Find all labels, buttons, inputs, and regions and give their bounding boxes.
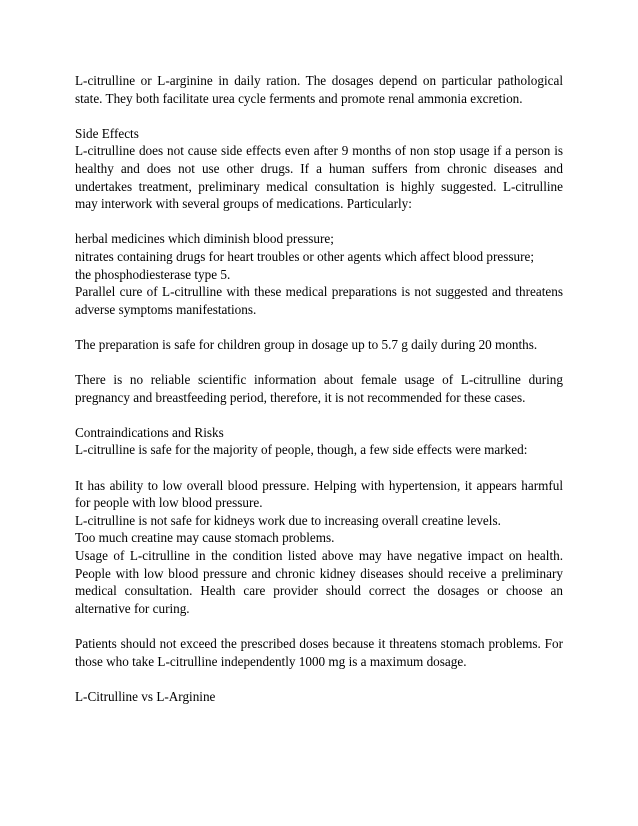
children-paragraph: The preparation is safe for children group in dosage up to 5.7 g daily during 20 months.: [75, 336, 538, 352]
intro-paragraph: L-citrulline or L-arginine in daily ration. The dosages depend on particular pathological state. They both facilitate urea cycle ferments and promote renal ammonia excretion.: [75, 73, 563, 106]
paragraph-gap: [75, 318, 563, 336]
kidneys-paragraph: L-citrulline is not safe for kidneys work due to increasing overall creatine levels.: [75, 512, 501, 528]
creatine-paragraph: Too much creatine may cause stomach problems.: [75, 530, 335, 546]
paragraph-gap: [75, 406, 563, 424]
paragraph-gap: [75, 354, 563, 372]
female-usage-paragraph: There is no reliable scientific information about female usage of L-citrulline during pregnancy and breastfeeding period, therefore, it is not recommended for these cases.: [75, 372, 563, 405]
citrulline-vs-arginine-heading: L-Citrulline vs L-Arginine: [75, 688, 216, 704]
side-effects-heading: Side Effects: [75, 125, 139, 141]
contraindications-paragraph: L-citrulline is safe for the majority of people, though, a few side effects were marked:: [75, 442, 528, 458]
document-page: [75, 72, 563, 705]
list-item-herbal: herbal medicines which diminish blood pressure;: [75, 231, 334, 247]
paragraph-gap: [75, 213, 563, 231]
list-item-nitrates: nitrates containing drugs for heart troubles or other agents which affect blood pressure;: [75, 248, 534, 264]
parallel-cure-paragraph: Parallel cure of L-citrulline with these medical preparations is not suggested and threatens adverse symptoms manifestations.: [75, 284, 563, 317]
blood-pressure-paragraph: It has ability to low overall blood pressure. Helping with hypertension, it appears harmful for people with low blood pressure.: [75, 477, 563, 511]
paragraph-gap: [75, 459, 563, 477]
list-item-phosphodiesterase: the phosphodiesterase type 5.: [75, 266, 231, 282]
doses-paragraph: Patients should not exceed the prescribed doses because it threatens stomach problems. For those who take L-citrulline independently 1000 mg is a maximum dosage.: [75, 636, 563, 669]
usage-paragraph: Usage of L-citrulline in the condition listed above may have negative impact on health. People with low blood pressure and chronic kidney diseases should receive a preliminary medical consultation. Health care provider should correct the dosages or choose an alternative for curing.: [75, 548, 563, 616]
paragraph-gap: [75, 617, 563, 635]
paragraph-gap: [75, 670, 563, 688]
contraindications-heading: Contraindications and Risks: [75, 424, 224, 440]
paragraph-gap: [75, 107, 563, 125]
side-effects-paragraph: L-citrulline does not cause side effects even after 9 months of non stop usage if a person is healthy and does not use other drugs. If a human suffers from chronic diseases and undertakes treatment, preliminary medical consultation is highly suggested. L-citrulline may interwork with several groups of medications. Particularly:: [75, 143, 563, 212]
